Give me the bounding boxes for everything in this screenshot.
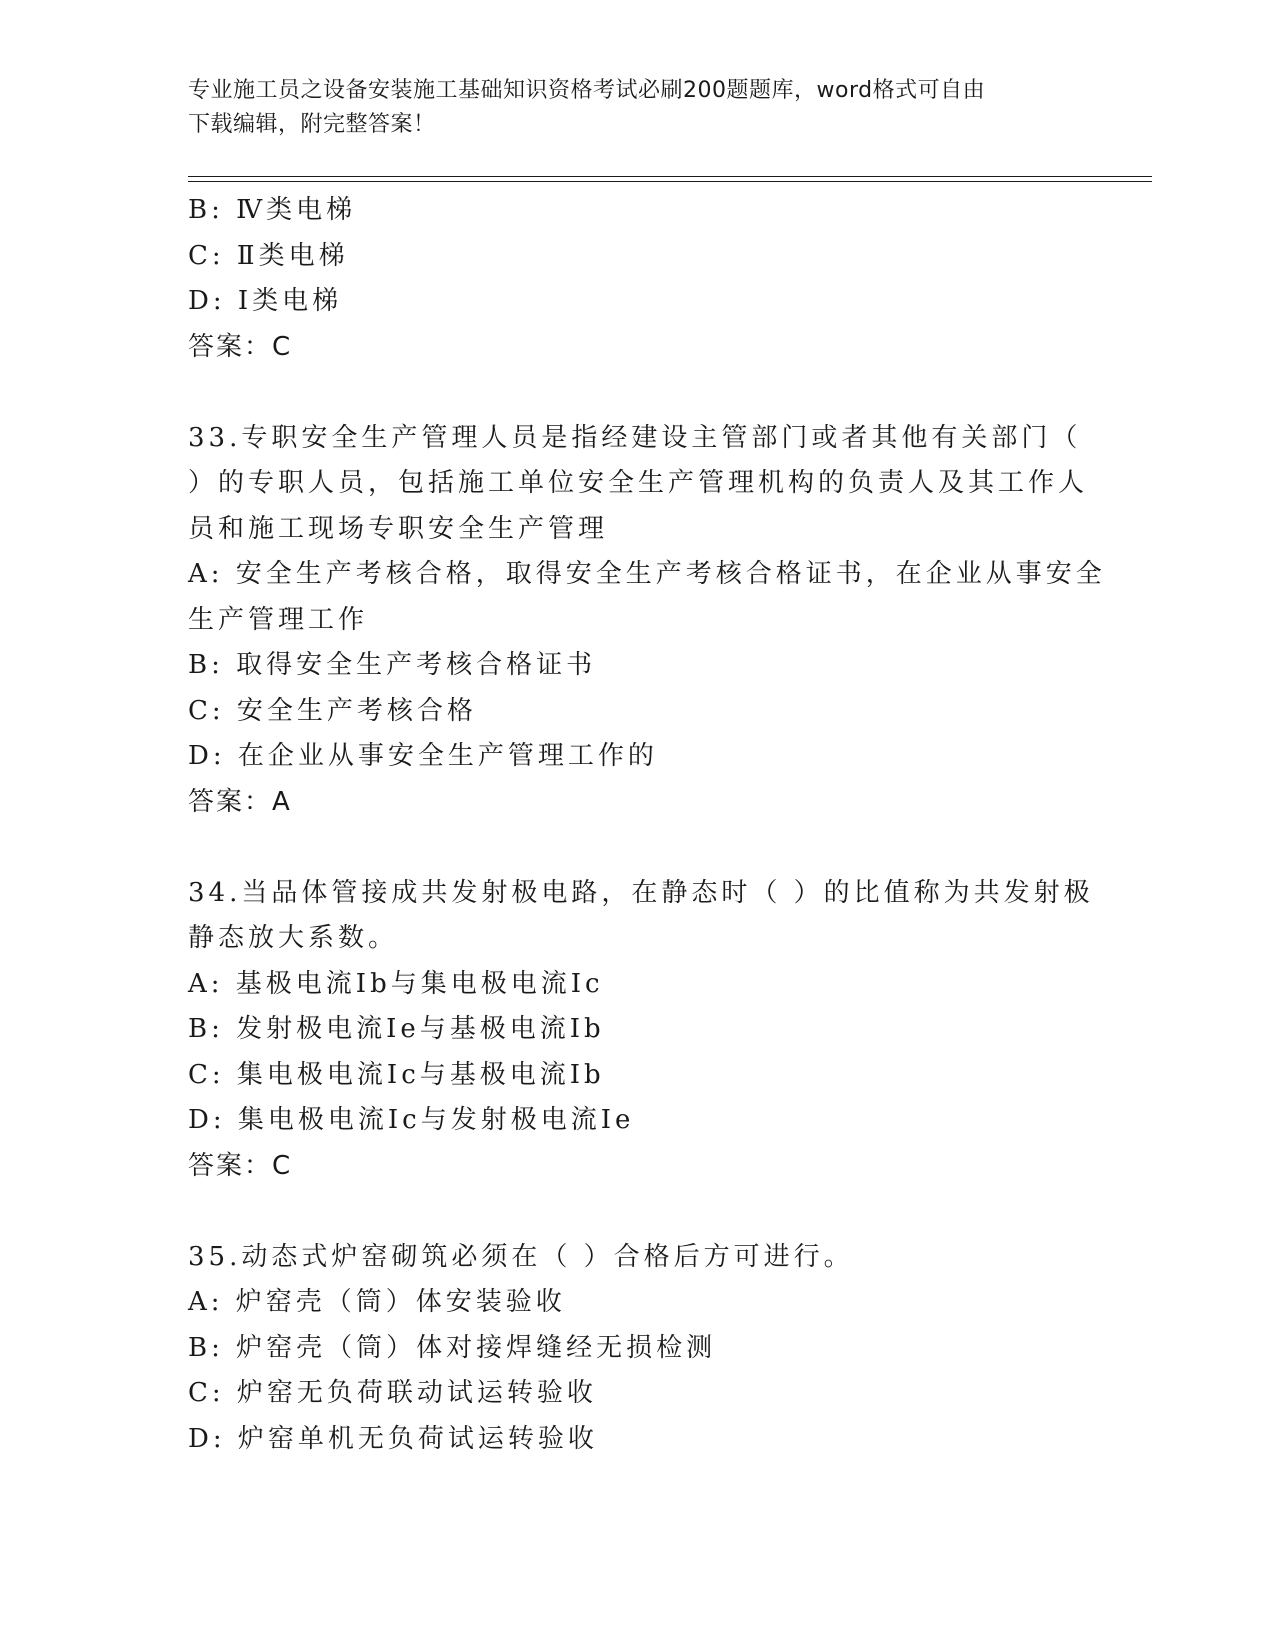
option-c: C: 炉窑无负荷联动试运转验收 <box>188 1378 597 1408</box>
option-a-continued: 生产管理工作 <box>188 604 369 635</box>
option-b: B: 炉窑壳（筒）体对接焊缝经无损检测 <box>188 1332 717 1363</box>
document-header <box>188 74 1068 142</box>
option-c: C: 安全生产考核合格 <box>188 695 477 726</box>
option-a: A: 基极电流Ib与集电极电流Ic <box>188 968 604 999</box>
answer: 答案：C <box>188 1150 293 1181</box>
question-stem: 员和施工现场专职安全生产管理 <box>188 513 609 544</box>
header-line-1: 专业施工员之设备安装施工基础知识资格考试必刷200题题库，word格式可自由 <box>188 78 986 103</box>
option-d: D: Ⅰ类电梯 <box>188 286 343 316</box>
header-divider-bottom <box>188 181 1152 182</box>
spacer <box>188 370 1088 416</box>
option-d: D: 炉窑单机无负荷试运转验收 <box>188 1423 598 1454</box>
question-stem: 34.当品体管接成共发射极电路，在静态时（ ）的比值称为共发射极 <box>188 877 1094 908</box>
question-list <box>188 188 1106 1462</box>
header-line-2: 下载编辑，附完整答案！ <box>188 112 436 137</box>
answer: 答案：A <box>188 786 292 817</box>
option-c: C: 集电极电流Ic与基极电流Ib <box>188 1059 605 1090</box>
option-b: B: Ⅳ类电梯 <box>188 195 357 225</box>
option-b: B: 发射极电流Ie与基极电流Ib <box>188 1014 605 1044</box>
option-c: C: Ⅱ类电梯 <box>188 240 349 271</box>
option-a: A: 安全生产考核合格，取得安全生产考核合格证书，在企业从事安全 <box>188 559 1106 589</box>
header-divider-top <box>188 176 1152 177</box>
question-stem: 35.动态式炉窑砌筑必须在（ ）合格后方可进行。 <box>188 1241 854 1272</box>
option-a: A: 炉窑壳（筒）体安装验收 <box>188 1287 566 1317</box>
option-d: D: 在企业从事安全生产管理工作的 <box>188 741 658 771</box>
spacer <box>188 825 1088 871</box>
question-34 <box>188 871 1094 1190</box>
answer: 答案：C <box>188 331 293 362</box>
question-stem: 静态放大系数。 <box>188 923 399 953</box>
question-stem: ）的专职人员，包括施工单位安全生产管理机构的负责人及其工作人 <box>188 468 1089 498</box>
option-d: D: 集电极电流Ic与发射极电流Ie <box>188 1105 635 1135</box>
option-b: B: 取得安全生产考核合格证书 <box>188 650 597 680</box>
question-35 <box>188 1235 1088 1463</box>
question-32-tail <box>188 188 1088 370</box>
spacer <box>188 1189 1088 1235</box>
question-33 <box>188 416 1106 826</box>
question-stem: 33.专职安全生产管理人员是指经建设主管部门或者其他有关部门（ <box>188 422 1082 453</box>
